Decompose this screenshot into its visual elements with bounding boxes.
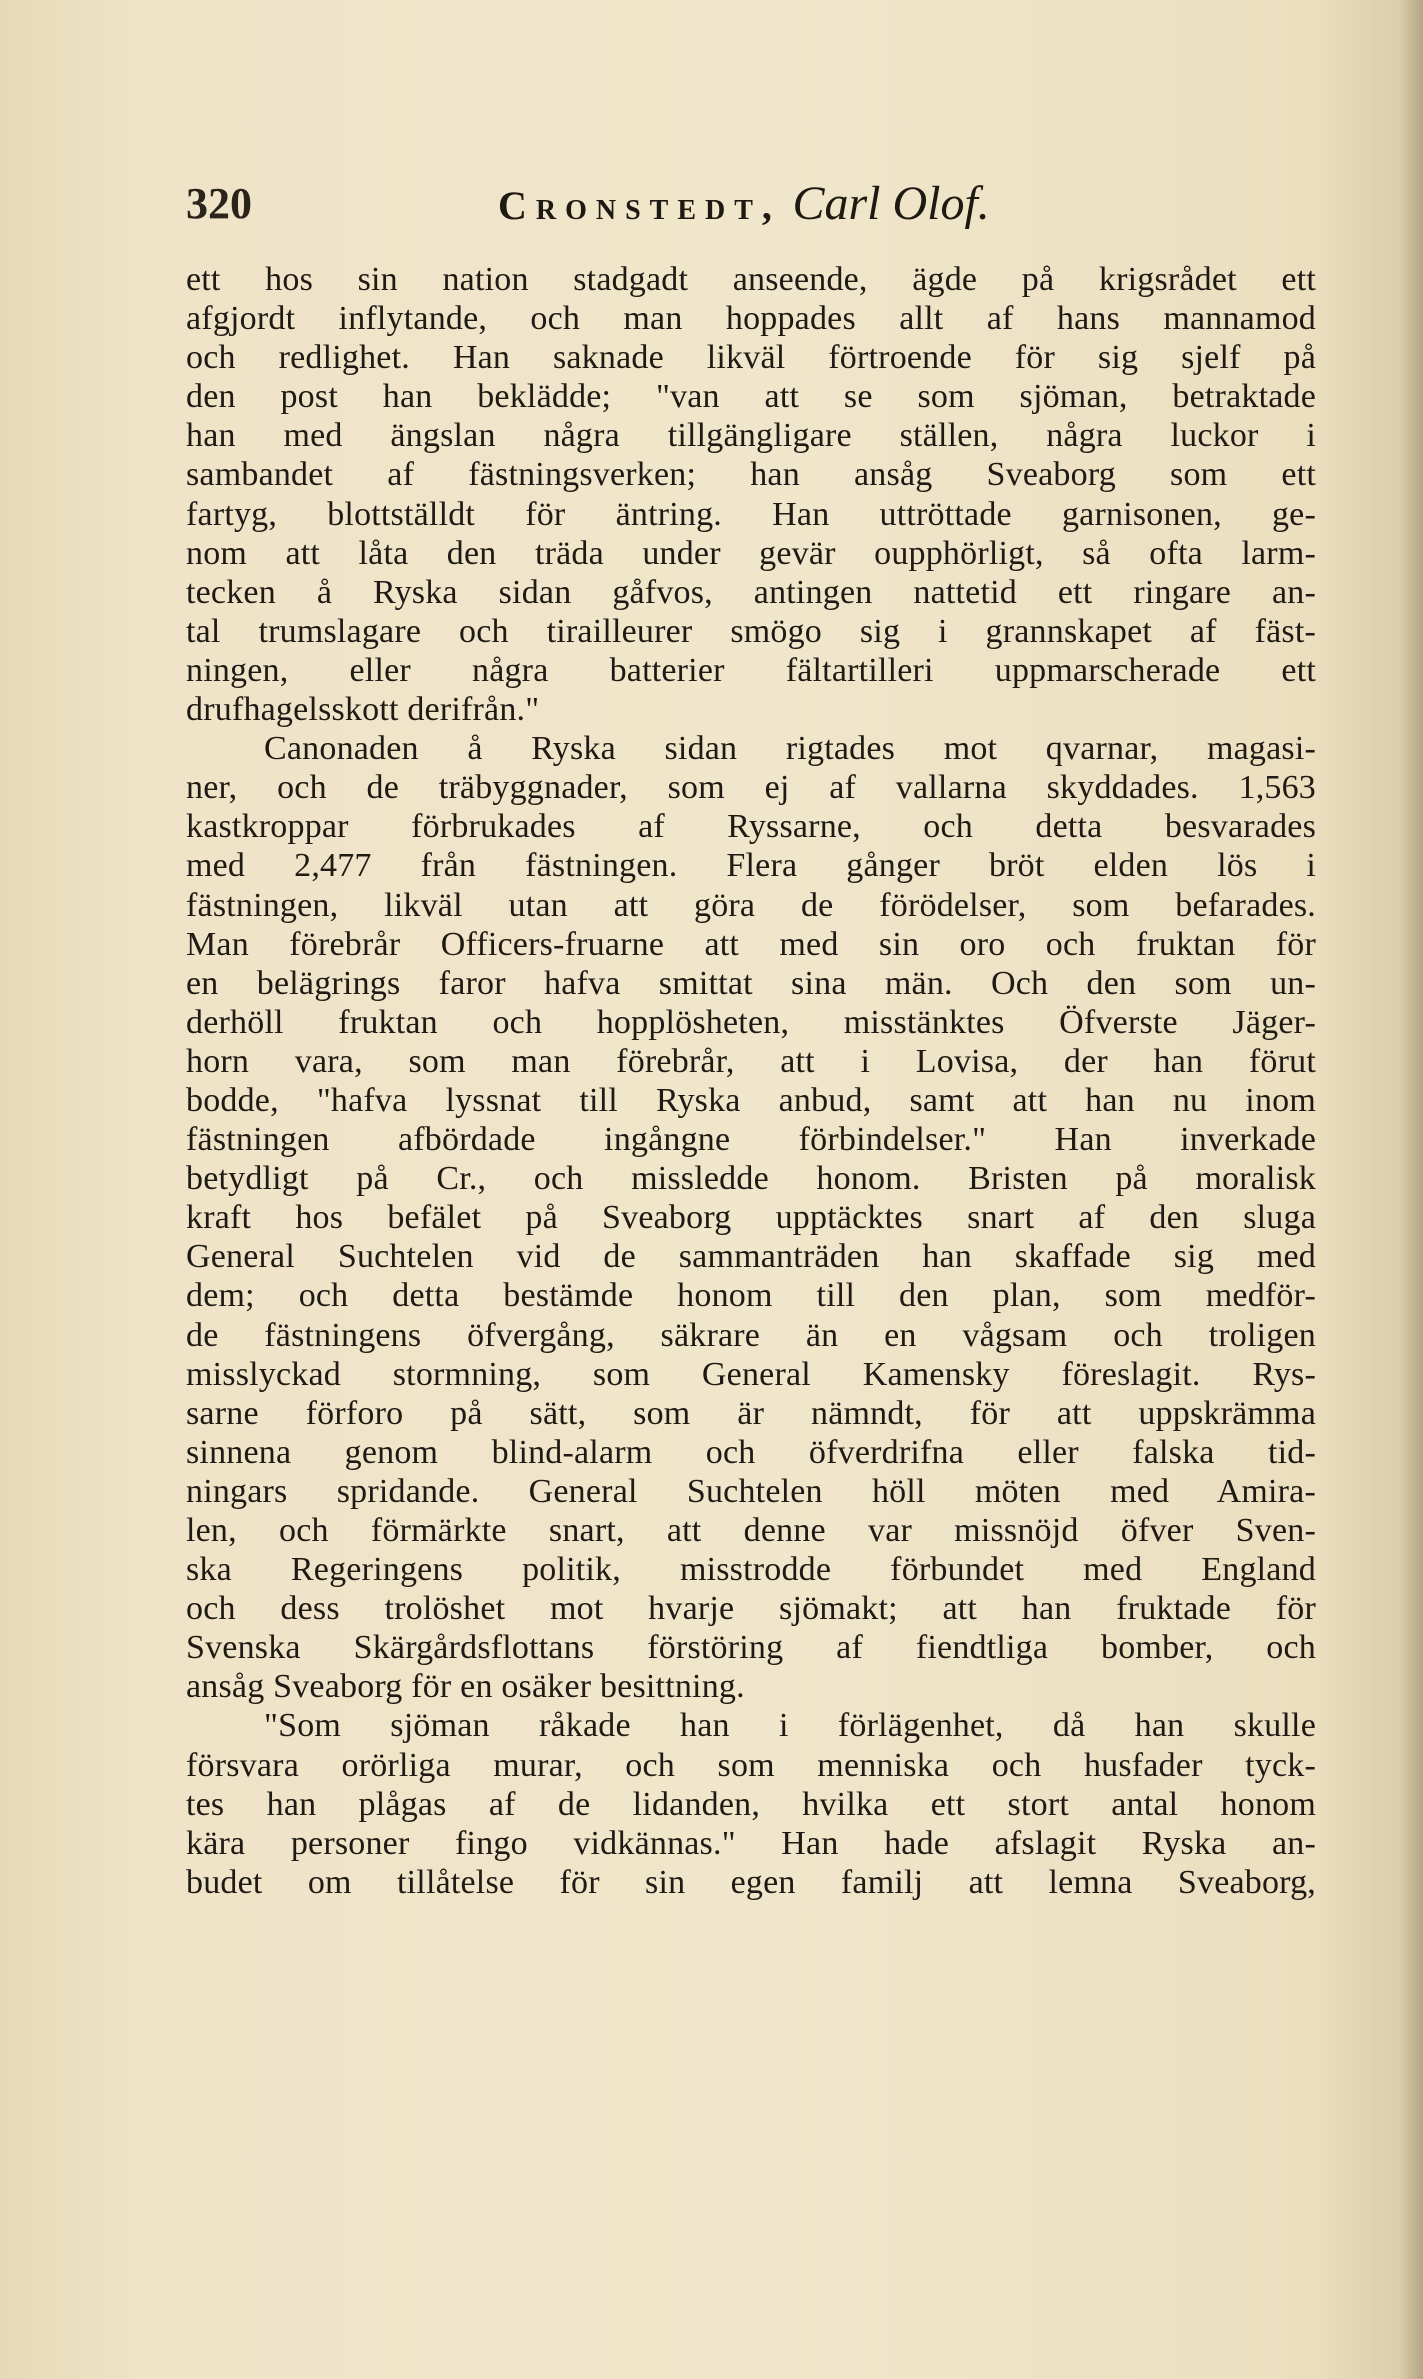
text-line: kraft hos befälet på Sveaborg upptäcktes snart af den sluga — [186, 1199, 1316, 1237]
text-line: nom att låta den träda under gevär oupphörligt, så ofta larm- — [186, 534, 1316, 572]
text-line: han med ängslan några tillgängligare ställen, några luckor i — [186, 417, 1316, 455]
text-line: betydligt på Cr., och missledde honom. Bristen på moralisk — [186, 1160, 1316, 1198]
text-line: afgjordt inflytande, och man hoppades allt af hans mannamod — [186, 300, 1316, 338]
text-line: Man förebrår Officers-fruarne att med sin oro och fruktan för — [186, 925, 1316, 963]
text-line: horn vara, som man förebrår, att i Lovisa, der han förut — [186, 1042, 1316, 1080]
text-line: en belägrings faror hafva smittat sina män. Och den som un- — [186, 964, 1316, 1002]
text-line: budet om tillåtelse för sin egen familj att lemna Sveaborg, — [186, 1863, 1316, 1901]
text-line: sambandet af fästningsverken; han ansåg Sveaborg som ett — [186, 456, 1316, 494]
text-line: försvara orörliga murar, och som menniska och husfader tyck- — [186, 1746, 1316, 1784]
text-line: ningen, eller några batterier fältartilleri uppmarscherade ett — [186, 651, 1316, 689]
page-header — [186, 172, 1306, 242]
text-line: "Som sjöman råkade han i förlägenhet, då han skulle — [264, 1707, 1316, 1745]
text-line: fästningen, likväl utan att göra de förödelser, som befarades. — [186, 886, 1316, 924]
text-line: ska Regeringens politik, misstrodde förbundet med England — [186, 1551, 1316, 1589]
running-head-surname: Cronstedt, — [498, 183, 781, 228]
text-line: sarne förforo på sätt, som är nämndt, för att uppskrämma — [186, 1394, 1316, 1432]
text-line: tal trumslagare och tirailleurer smögo sig i grannskapet af fäst- — [186, 612, 1316, 650]
text-line: len, och förmärkte snart, att denne var missnöjd öfver Sven- — [186, 1512, 1316, 1549]
running-head-given-name: Carl Olof. — [792, 177, 990, 230]
text-line: Svenska Skärgårdsflottans förstöring af fiendtliga bomber, och — [186, 1629, 1316, 1667]
text-line: misslyckad stormning, som General Kamensky föreslagit. Rys- — [186, 1355, 1316, 1393]
text-line: tes han plågas af de lidanden, hvilka ett stort antal honom — [186, 1785, 1316, 1823]
text-line: ansåg Sveaborg för en osäker besittning. — [186, 1668, 745, 1706]
text-line: ett hos sin nation stadgadt anseende, ägde på krigsrådet ett — [186, 261, 1316, 298]
text-line: sinnena genom blind-alarm och öfverdrifna eller falska tid- — [186, 1433, 1316, 1471]
text-line: dem; och detta bestämde honom till den plan, som medför- — [186, 1277, 1316, 1315]
text-line: ningars spridande. General Suchtelen höll möten med Amira- — [186, 1472, 1316, 1510]
text-line: tecken å Ryska sidan gåfvos, antingen nattetid ett ringare an- — [186, 573, 1316, 611]
text-line: de fästningens öfvergång, säkrare än en vågsam och troligen — [186, 1316, 1316, 1354]
page-number: 320 — [186, 179, 252, 228]
running-head — [498, 176, 990, 231]
text-line: Canonaden å Ryska sidan rigtades mot qvarnar, magasi- — [264, 730, 1316, 768]
text-line: fartyg, blottställdt för äntring. Han uttröttade garnisonen, ge- — [186, 495, 1316, 533]
text-line: ner, och de träbyggnader, som ej af vallarna skyddades. 1,563 — [186, 769, 1316, 807]
body-text — [186, 260, 1316, 1902]
text-line: och redlighet. Han saknade likväl förtroende för sig sjelf på — [186, 339, 1316, 377]
text-line: och dess trolöshet mot hvarje sjömakt; att han fruktade för — [186, 1590, 1316, 1628]
text-line: fästningen afbördade ingångne förbindelser." Han inverkade — [186, 1121, 1316, 1159]
text-line: General Suchtelen vid de sammanträden han skaffade sig med — [186, 1238, 1316, 1276]
text-line: kastkroppar förbrukades af Ryssarne, och detta besvarades — [186, 808, 1316, 846]
text-line: kära personer fingo vidkännas." Han hade afslagit Ryska an- — [186, 1824, 1316, 1862]
text-line: den post han beklädde; "van att se som sjöman, betraktade — [186, 378, 1316, 416]
text-line: derhöll fruktan och hopplösheten, misstänktes Öfverste Jäger- — [186, 1003, 1316, 1041]
text-line: bodde, "hafva lyssnat till Ryska anbud, samt att han nu inom — [186, 1081, 1316, 1119]
text-line: drufhagelsskott derifrån." — [186, 691, 540, 729]
page-edge-shadow — [1399, 0, 1423, 2379]
text-line: med 2,477 från fästningen. Flera gånger bröt elden lös i — [186, 847, 1316, 885]
